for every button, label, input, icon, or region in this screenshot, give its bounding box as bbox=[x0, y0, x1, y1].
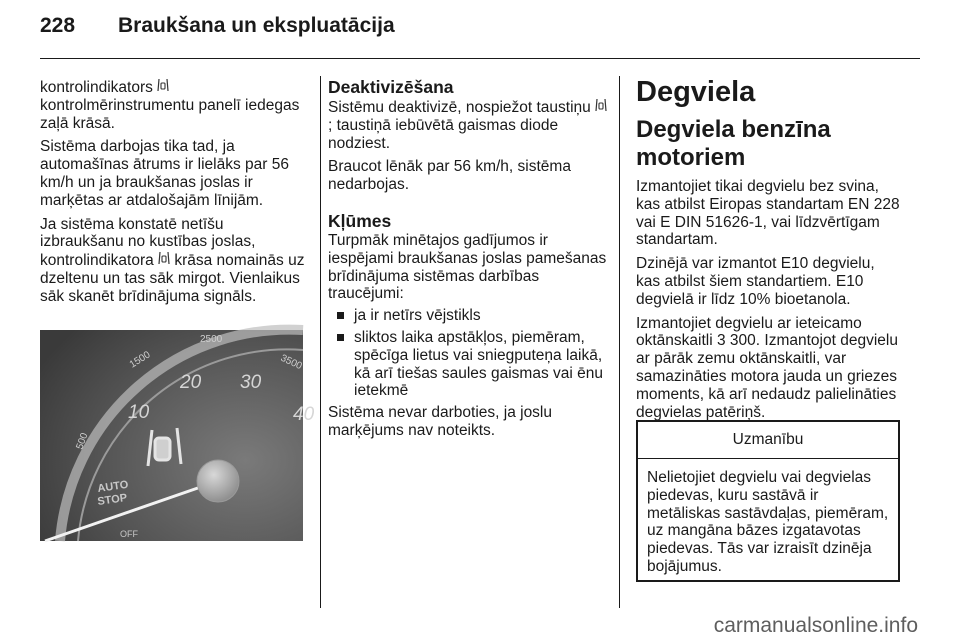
page-reference-icon[interactable]: 3 bbox=[716, 332, 726, 350]
header-rule bbox=[40, 58, 920, 59]
speed-label: 10 bbox=[128, 402, 150, 423]
list-item: ja ir netīrs vējstikls bbox=[328, 307, 608, 325]
paragraph: Izmantojiet tikai degvielu bez svina, kas atbilst Eiropas standartam EN 228 vai E DIN 51626-1, vai līdzvērtīgam standartam. bbox=[636, 178, 900, 249]
paragraph: Dzinējā var izmantot E10 degvielu, kas atbilst šiem standartiem. E10 degvielā ir līdz 10% bioetanola. bbox=[636, 255, 875, 308]
paragraph: Turpmāk minētajos gadījumos ir iespējami braukšanas joslas pamešanas brīdinājuma sistēmas darbības traucējumi: bbox=[328, 231, 607, 303]
rpm-label: 500 bbox=[74, 431, 91, 452]
caution-box bbox=[636, 420, 900, 582]
paragraph: Sistēma nevar darboties, ja joslu marķējums nav noteikts. bbox=[328, 404, 553, 439]
rpm-label: 1500 bbox=[127, 349, 153, 371]
lane-departure-icon bbox=[595, 98, 607, 112]
instrument-cluster-illustration bbox=[40, 330, 315, 541]
page-number: 228 bbox=[40, 14, 76, 37]
rpm-label: 3500 bbox=[278, 352, 304, 373]
speed-label: 40 bbox=[293, 404, 315, 425]
paragraph: Braucot lēnāk par 56 km/h, sistēma nedarbojas. bbox=[328, 158, 571, 194]
lane-departure-icon bbox=[158, 251, 170, 265]
page-title: Braukšana un ekspluatācija bbox=[118, 14, 395, 37]
paragraph: Izmantojiet degvielu ar ieteicamo oktānskaitli 3 300. Izmantojot degvielu ar pārāk zemu oktānskaitli, var samazināties motora jauda un griezes moments, kā arī nedaudz palielināties degvielas patēriņš. bbox=[636, 314, 898, 421]
section-title: Degviela bbox=[636, 76, 756, 108]
column-3 bbox=[636, 78, 901, 427]
heading-deactivation: Deaktivizēšana bbox=[328, 77, 454, 97]
off-label: OFF bbox=[120, 529, 138, 539]
needle-hub bbox=[197, 460, 239, 502]
rpm-label: 2500 bbox=[200, 334, 223, 345]
list-item: sliktos laika apstākļos, piemēram, spēcīga lietus vai sniegputeņa laikā, kā arī tiešas saules gaismas vai ēnu ietekmē bbox=[328, 329, 608, 400]
column-divider-1 bbox=[320, 76, 321, 608]
heading-faults: Kļūmes bbox=[328, 210, 392, 231]
subsection-title: Degviela benzīna motoriem bbox=[636, 116, 831, 171]
page-header bbox=[40, 14, 395, 38]
paragraph: Sistēmu deaktivizē, nospiežot taustiņu ; taustiņā iebūvētā gaismas diode nodziest. bbox=[328, 98, 608, 152]
paragraph: Sistēma darbojas tika tad, ja automašīnas ātrums ir lielāks par 56 km/h un ja braukšanas joslas ir marķētas ar atdalošajām līnijām. bbox=[40, 138, 289, 209]
speed-label: 30 bbox=[240, 372, 262, 393]
paragraph: Ja sistēma konstatē netīšu izbraukšanu no kustības joslas, kontrolindikatora krāsa nomainās uz dzeltenu un tas sāk mirgot. Vienlaikus sāk skanēt brīdinājuma signāls. bbox=[40, 215, 305, 305]
speed-label: 20 bbox=[180, 372, 202, 393]
watermark: carmanualsonline.info bbox=[713, 614, 918, 637]
auto-stop-label: AUTO bbox=[96, 478, 130, 495]
auto-stop-label: STOP bbox=[96, 491, 128, 508]
fault-list bbox=[328, 307, 608, 400]
caution-text: Nelietojiet degvielu vai degvielas piedevas, kuru sastāvā ir metāliskas sastāvdaļas, piemēram, uz mangāna bāzes izgatavotas piedevas. Tās var izraisīt dzinēja bojājumus. bbox=[647, 469, 889, 575]
paragraph: kontrolindikators kontrolmērinstrumentu panelī iedegas zaļā krāsā. bbox=[40, 79, 300, 132]
caution-title: Uzmanību bbox=[638, 422, 898, 459]
column-divider-2 bbox=[619, 76, 620, 608]
column-1 bbox=[40, 78, 305, 312]
lane-departure-icon bbox=[157, 78, 169, 92]
column-2 bbox=[328, 78, 608, 446]
